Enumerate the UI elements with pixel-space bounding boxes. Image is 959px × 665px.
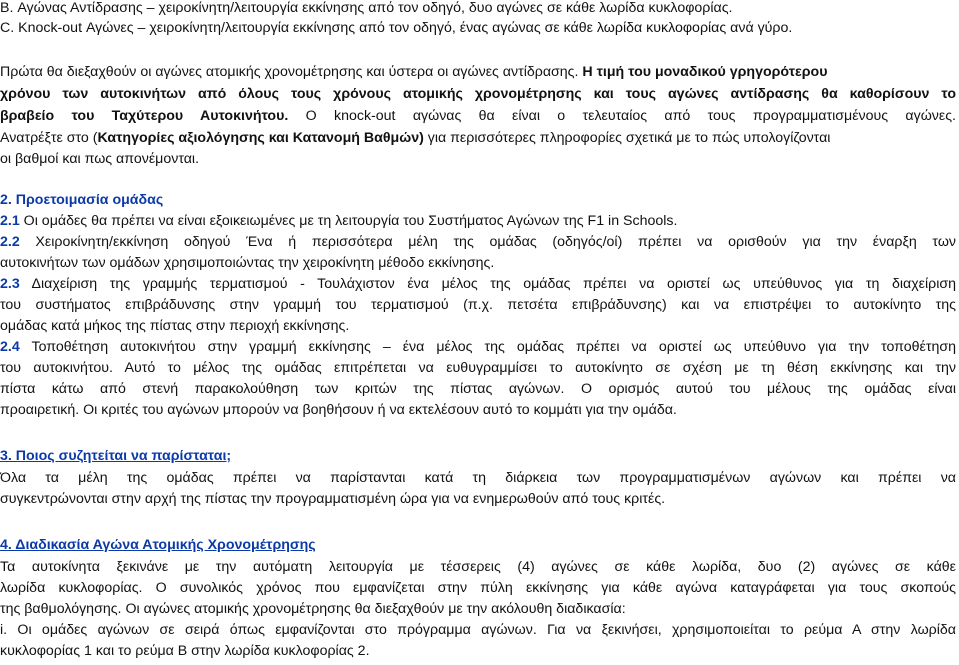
section4-heading <box>0 535 316 555</box>
section2-heading <box>0 190 163 210</box>
section4-text: Τα αυτοκίνητα ξεκινάνε με την αυτόματη λειτουργία με τέσσερεις (4) αγώνες σε κάθε λωρίδα, δυο (2) αγώνες σε κάθε <box>0 559 956 575</box>
item-2-2-line1 <box>0 232 956 252</box>
section4-title: 4. Διαδικασία Αγώνα Ατομικής Χρονομέτρησης <box>0 537 316 553</box>
section4-text-2: λωρίδα κυκλοφορίας. Ο συνολικός χρόνος που εμφανίζεται στην πύλη εκκίνησης για κάθε αγώνα καταγράφεται για τους σκοπούς <box>0 580 956 596</box>
item-2-3-line2 <box>0 295 956 315</box>
section3-text-2: συγκεντρώνονται στην αρχή της πίστας την προγραμματισμένη ώρα για να ενημερωθούν από τους κριτές. <box>0 491 666 507</box>
item-2-3-text-2: του συστήματος επιβράδυνσης στην γραμμή του τερματισμού (π.χ. πετσέτα επιβράδυνσης) και να επιστρέψει το αυτοκίνητο της <box>0 297 956 313</box>
item-2-4-number: 2.4 <box>0 339 20 355</box>
para1-ref-bold: Κατηγορίες αξιολόγησης και Κατανομή Βαθμών) <box>97 130 424 146</box>
section4-text-5: κυκλοφορίας 1 και το ρεύμα Β στην λωρίδα κυκλοφορίας 2. <box>0 643 370 659</box>
item-2-1-number: 2.1 <box>0 213 20 229</box>
para1-line3 <box>0 106 956 126</box>
section4-text-3: της βαθμολόγησης. Οι αγώνες ατομικής χρονομέτρησης θα διεξαχθούν με την ακόλουθη διαδικασία: <box>0 601 626 617</box>
para1-line5 <box>0 149 199 169</box>
section3-line1 <box>0 468 956 488</box>
line-race-c <box>0 18 792 38</box>
item-2-1 <box>0 211 677 231</box>
section4-text-4: i. Οι ομάδες αγώνων σε σειρά όπως εμφανίζονται στο πρόγραμμα αγώνων. Για να ξεκινήσει, χρησιμοποιείται το ρεύμα Α στην λωρίδα <box>0 622 956 638</box>
para1-line1 <box>0 62 827 82</box>
section3-line2 <box>0 489 665 509</box>
section4-line2 <box>0 578 956 598</box>
section4-line5 <box>0 641 370 661</box>
item-2-3-number: 2.3 <box>0 276 20 292</box>
section2-title: 2. Προετοιμασία ομάδας <box>0 192 164 208</box>
section4-line4 <box>0 620 956 640</box>
item-2-4-text-4: προαιρετική. Οι κριτές του αγώνων μπορούν να βοηθήσουν ή να εκτελέσουν αυτό το κομμάτι για την ομάδα. <box>0 402 677 418</box>
race-c-text: C. Knock-out Αγώνες – χειροκίνητη/λειτουργία εκκίνησης από τον οδηγό, ένας αγώνας σε κάθε λωρίδα κυκλοφορίας ανά γύρο. <box>0 20 793 36</box>
race-b-text: B. Αγώνας Αντίδρασης – χειροκίνητη/λειτουργία εκκίνησης από τον οδηγό, δυο αγώνες σε κάθε λωρίδα κυκλοφορίας. <box>0 0 733 16</box>
item-2-4-line1 <box>0 337 956 357</box>
item-2-4-line3 <box>0 379 956 399</box>
item-2-4-text: Τοποθέτηση αυτοκινήτου στην γραμμή εκκίνησης – ένα μέλος της ομάδας πρέπει να οριστεί ως υπεύθυνο για την τοποθέτηση <box>19 339 956 355</box>
para1-line4 <box>0 128 830 148</box>
item-2-2-number: 2.2 <box>0 234 20 250</box>
item-2-1-text: Οι ομάδες θα πρέπει να είναι εξοικειωμένες με τη λειτουργία του Συστήματος Αγώνων της F1 in Schools. <box>19 213 678 229</box>
item-2-3-line1 <box>0 274 956 294</box>
item-2-3-line3 <box>0 316 349 336</box>
knockout-note-text: Ο knock-out αγώνας θα είναι ο τελευταίος από τους προγραμματισμένους αγώνες. <box>288 108 956 124</box>
item-2-2-line2 <box>0 253 494 273</box>
para1-bold-text: Η τιμή του μοναδικού γρηγορότερου <box>582 64 828 80</box>
item-2-4-line4 <box>0 400 677 420</box>
item-2-3-text-3: ομάδας κατά μήκος της πίστας στην περιοχή εκκίνησης. <box>0 318 350 334</box>
line-race-b <box>0 0 733 18</box>
item-2-2-text-2: αυτοκινήτων των ομάδων χρησιμοποιώντας την χειροκίνητη μέθοδο εκκίνησης. <box>0 255 495 271</box>
para1-points-text: οι βαθμοί και πως απονέμονται. <box>0 151 200 167</box>
section3-title: 3. Ποιος συζητείται να παρίσταται; <box>0 448 232 464</box>
item-2-3-text: Διαχείριση της γραμμής τερματισμού - Τουλάχιστον ένα μέλος της ομάδας πρέπει να οριστεί ως υπεύθυνος για τη διαχείριση <box>19 276 956 292</box>
section4-line3 <box>0 599 626 619</box>
para1-line2 <box>0 84 956 104</box>
item-2-4-line2 <box>0 358 956 378</box>
section3-text: Όλα τα μέλη της ομάδας πρέπει να παρίστανται κατά τη διάρκεια των προγραμματισμένων αγώνων και πρέπει να <box>0 470 956 486</box>
para1-bold-text-2: χρόνου των αυτοκινήτων από όλους τους χρόνους ατομικής χρονομέτρησης και τους αγώνες αντίδρασης θα καθορίσουν το <box>0 86 956 102</box>
item-2-2-text: Χειροκίνητη/εκκίνηση οδηγού Ένα ή περισσότερα μέλη της ομάδας (οδηγός/οί) πρέπει να ορισθούν για την έναρξη των <box>19 234 956 250</box>
item-2-4-text-3: πίστα κάτω από στενή παρακολούθηση των κριτών της πίστας αγώνων. Ο ορισμός αυτού του μέλους της ομάδας είναι <box>0 381 956 397</box>
para1-intro-text: Πρώτα θα διεξαχθούν οι αγώνες ατομικής χρονομέτρησης και ύστερα οι αγώνες αντίδρασης. <box>0 64 583 80</box>
para1-ref-start: Ανατρέξτε στο ( <box>0 130 98 146</box>
fastest-car-award-text: βραβείο του Ταχύτερου Αυτοκινήτου. <box>0 108 289 124</box>
para1-ref-end: για περισσότερες πληροφορίες σχετικά με το πώς υπολογίζονται <box>423 130 831 146</box>
section3-heading <box>0 446 231 466</box>
section4-line1 <box>0 557 956 577</box>
item-2-4-text-2: του αυτοκινήτου. Αυτό το μέλος της ομάδας επιτρέπεται να ευθυγραμμίσει το αυτοκίνητο σε σχέση με τη θέση εκκίνησης και την <box>0 360 956 376</box>
